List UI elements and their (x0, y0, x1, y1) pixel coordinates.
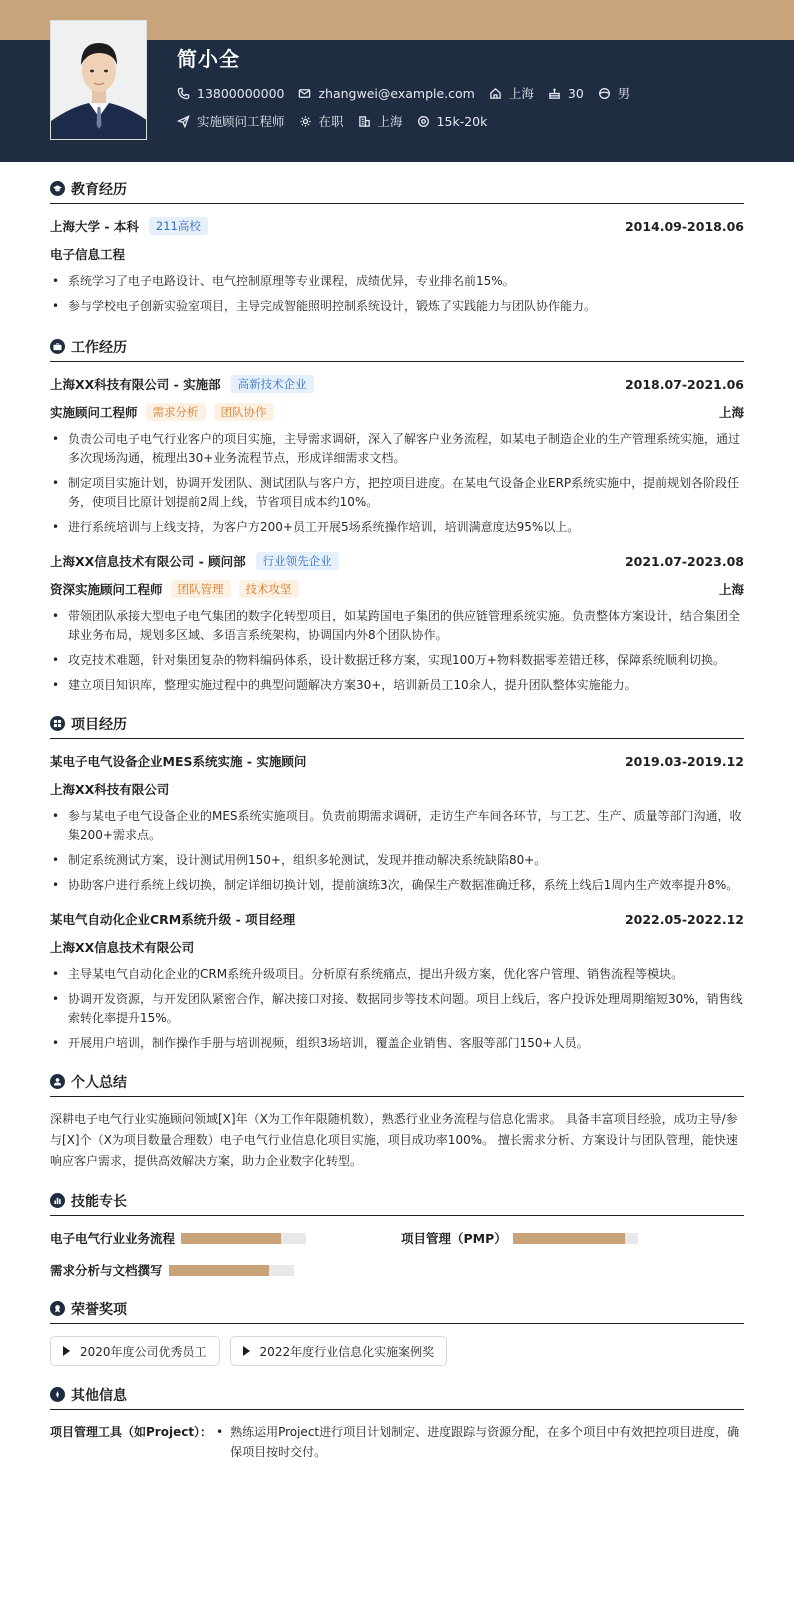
entry-header (50, 374, 744, 394)
work-city: 上海 (718, 582, 744, 597)
work-bullets (50, 430, 744, 537)
section-title: 个人总结 (71, 1074, 127, 1091)
gear-icon (299, 115, 312, 128)
work-section (50, 332, 744, 695)
major-name: 电子信息工程 (50, 247, 126, 262)
honor-text: 2022年度行业信息化实施案例奖 (259, 1344, 435, 1359)
project-entry (50, 751, 744, 895)
briefcase-icon (50, 339, 65, 354)
bar-chart-icon (50, 1193, 65, 1208)
list-item: • 进行系统培训与上线支持，为客户方200+员工开展5场系统操作培训，培训满意度达95%以上。 (50, 518, 744, 537)
role-name: 实施顾问工程师 (50, 405, 138, 420)
salary-info (417, 114, 488, 129)
project-date: 2022.05-2022.12 (624, 911, 744, 927)
skill-name: 需求分析与文档撰写 (50, 1263, 163, 1278)
project-bullets (50, 807, 744, 895)
list-item: • 协助客户进行系统上线切换，制定详细切换计划，提前演练3次，确保生产数据准确迁移，系统上线后1周内生产效率提升8%。 (50, 876, 744, 895)
project-name: 某电子电气设备企业MES系统实施 - 实施顾问 (50, 754, 307, 769)
graduation-cap-icon (50, 181, 65, 196)
other-section (50, 1380, 744, 1462)
list-item: • 制定系统测试方案，设计测试用例150+，组织多轮测试，发现并推动解决系统缺陷80+。 (50, 851, 744, 870)
skill-name: 项目管理（PMP） (401, 1231, 507, 1246)
other-text: • 熟练运用Project进行项目计划制定、进度跟踪与资源分配，在多个项目中有效把控项目进度，确保项目按时交付。 (216, 1422, 744, 1462)
section-header (50, 332, 744, 362)
education-entry (50, 216, 744, 316)
work-bullets (50, 607, 744, 695)
list-item: • 参与某电子电气设备企业的MES系统实施项目。负责前期需求调研，走访生产车间各环节，与工艺、生产、质量等部门沟通，收集200+需求点。 (50, 807, 744, 845)
job-intent-row (177, 112, 501, 130)
target-role-info (177, 112, 285, 130)
project-entry (50, 909, 744, 1053)
education-bullets (50, 272, 744, 316)
projects-section (50, 709, 744, 1053)
entry-header (50, 551, 744, 571)
skill-item (50, 1228, 393, 1248)
role-tag: 需求分析 (146, 403, 206, 421)
company-tag: 高新技术企业 (231, 375, 314, 393)
location-info (489, 84, 534, 102)
skill-bar (169, 1265, 294, 1276)
project-org: 上海XX科技有限公司 (50, 782, 170, 797)
list-item: • 建立项目知识库，整理实施过程中的典型问题解决方案30+，培训新员工10余人，提升团队整体实施能力。 (50, 676, 744, 695)
age-text: 30 (567, 85, 584, 101)
resume-content (50, 174, 744, 1462)
target-city-text: 上海 (377, 114, 403, 129)
gender-text: 男 (617, 86, 631, 101)
gender-icon (598, 87, 611, 100)
role-tag: 技术攻坚 (239, 580, 299, 598)
skill-level-fill (181, 1233, 281, 1244)
other-label: 项目管理工具（如Project）： (50, 1425, 213, 1439)
status-info (299, 112, 344, 130)
section-header (50, 709, 744, 739)
skill-item (50, 1260, 393, 1280)
email-text: zhangwei@example.com (318, 85, 475, 101)
section-title: 项目经历 (71, 716, 127, 733)
project-org-row (50, 937, 744, 957)
send-icon (177, 115, 190, 128)
list-item: • 攻克技术难题，针对集团复杂的物料编码体系，设计数据迁移方案，实现100万+物料数据零差错迁移，保障系统顺利切换。 (50, 651, 744, 670)
work-date: 2018.07-2021.06 (624, 376, 744, 392)
role-row (50, 579, 744, 599)
contact-row (177, 84, 644, 102)
school-tag: 211高校 (149, 217, 208, 235)
project-org-row (50, 779, 744, 799)
skill-level-fill (169, 1265, 269, 1276)
entry-header (50, 216, 744, 236)
role-tag: 团队管理 (171, 580, 231, 598)
work-city: 上海 (718, 405, 744, 420)
phone-icon (177, 87, 190, 100)
target-role-text: 实施顾问工程师 (197, 114, 285, 129)
honors-section (50, 1294, 744, 1366)
list-item: • 参与学校电子创新实验室项目，主导完成智能照明控制系统设计，锻炼了实践能力与团队协作能力。 (50, 297, 744, 316)
section-header (50, 1294, 744, 1324)
summary-section (50, 1067, 744, 1172)
project-bullets (50, 965, 744, 1053)
section-title: 工作经历 (71, 339, 127, 356)
user-icon (50, 1074, 65, 1089)
project-name: 某电气自动化企业CRM系统升级 - 项目经理 (50, 912, 296, 927)
list-item: • 协调开发资源，与开发团队紧密合作，解决接口对接、数据同步等技术问题。项目上线后，客户投诉处理周期缩短30%，销售线索转化率提升15%。 (50, 990, 744, 1028)
role-name: 资深实施顾问工程师 (50, 582, 163, 597)
phone-info (177, 86, 284, 101)
entry-header (50, 909, 744, 929)
honor-item (50, 1336, 220, 1366)
honors-list (50, 1336, 744, 1366)
list-item: • 制定项目实施计划，协调开发团队、测试团队与客户方，把控项目进度。在某电气设备企业ERP系统实施中，提前规划各阶段任务，使项目比原计划提前2周上线，节省项目成本约10%。 (50, 474, 744, 512)
project-date: 2019.03-2019.12 (624, 753, 744, 769)
grid-icon (50, 716, 65, 731)
project-org: 上海XX信息技术有限公司 (50, 940, 195, 955)
other-item (50, 1422, 744, 1462)
honor-item (230, 1336, 448, 1366)
skill-item (401, 1228, 744, 1248)
entry-header (50, 751, 744, 771)
work-entry (50, 374, 744, 537)
play-triangle-icon (63, 1346, 70, 1356)
candidate-name: 简小全 (177, 47, 240, 71)
role-row (50, 402, 744, 422)
section-header (50, 174, 744, 204)
section-title: 其他信息 (71, 1387, 127, 1404)
section-title: 荣誉奖项 (71, 1301, 127, 1318)
work-date: 2021.07-2023.08 (624, 553, 744, 569)
major-row (50, 244, 744, 264)
skill-bar (513, 1233, 638, 1244)
award-icon (50, 1301, 65, 1316)
honor-text: 2020年度公司优秀员工 (80, 1344, 207, 1359)
section-title: 教育经历 (71, 181, 127, 198)
list-item: • 负责公司电子电气行业客户的项目实施，主导需求调研，深入了解客户业务流程，如某电子制造企业的生产管理系统实施，通过多次现场沟通，梳理出30+业务流程节点，形成详细需求文档。 (50, 430, 744, 468)
cake-icon (548, 87, 561, 100)
list-item: • 主导某电气自动化企业的CRM系统升级项目。分析原有系统痛点，提出升级方案，优化客户管理、销售流程等模块。 (50, 965, 744, 984)
list-item: • 开展用户培训，制作操作手册与培训视频，组织3场培训，覆盖企业销售、客服等部门150+人员。 (50, 1034, 744, 1053)
profile-photo (50, 20, 147, 140)
skill-level-fill (513, 1233, 626, 1244)
skills-section (50, 1186, 744, 1280)
age-info (548, 86, 584, 101)
email-info (298, 86, 474, 101)
skills-grid (50, 1228, 744, 1280)
salary-text: 15k-20k (436, 113, 488, 129)
company-tag: 行业领先企业 (256, 552, 339, 570)
role-tag: 团队协作 (214, 403, 274, 421)
phone-text: 13800000000 (197, 85, 285, 101)
section-header (50, 1186, 744, 1216)
coin-icon (417, 115, 430, 128)
gender-info (598, 84, 631, 102)
school-name: 上海大学 - 本科 (50, 219, 139, 234)
summary-text: 深耕电子电气行业实施顾问领域[X]年（X为工作年限随机数），熟悉行业业务流程与信息化需求。 具备丰富项目经验，成功主导/参与[X]个（X为项目数量合理数）电子电气行业信息化项目实施，项目成功率100%。 擅长需求分析、方案设计与团队管理，能快速响应客户需求，提供高效解决方案，助力企业数字化转型。 (50, 1112, 738, 1168)
play-triangle-icon (243, 1346, 250, 1356)
location-text: 上海 (508, 86, 534, 101)
section-header (50, 1380, 744, 1410)
status-text: 在职 (318, 114, 344, 129)
skill-bar (181, 1233, 306, 1244)
company-name: 上海XX信息技术有限公司 - 顾问部 (50, 554, 246, 569)
company-name: 上海XX科技有限公司 - 实施部 (50, 377, 221, 392)
home-icon (489, 87, 502, 100)
avatar-portrait-icon (51, 21, 147, 140)
work-entry (50, 551, 744, 695)
target-city-info (358, 112, 403, 130)
section-header (50, 1067, 744, 1097)
education-section (50, 174, 744, 316)
list-item: • 系统学习了电子电路设计、电气控制原理等专业课程，成绩优异，专业排名前15%。 (50, 272, 744, 291)
education-date: 2014.09-2018.06 (624, 218, 744, 234)
compass-icon (50, 1387, 65, 1402)
list-item: • 带领团队承接大型电子电气集团的数字化转型项目，如某跨国电子集团的供应链管理系统实施。负责整体方案设计，结合集团全球业务布局，规划多区域、多语言系统架构，协调国内外8个团队协作。 (50, 607, 744, 645)
mail-icon (298, 87, 311, 100)
building-icon (358, 115, 371, 128)
skill-name: 电子电气行业业务流程 (50, 1231, 176, 1246)
section-title: 技能专长 (71, 1193, 127, 1210)
